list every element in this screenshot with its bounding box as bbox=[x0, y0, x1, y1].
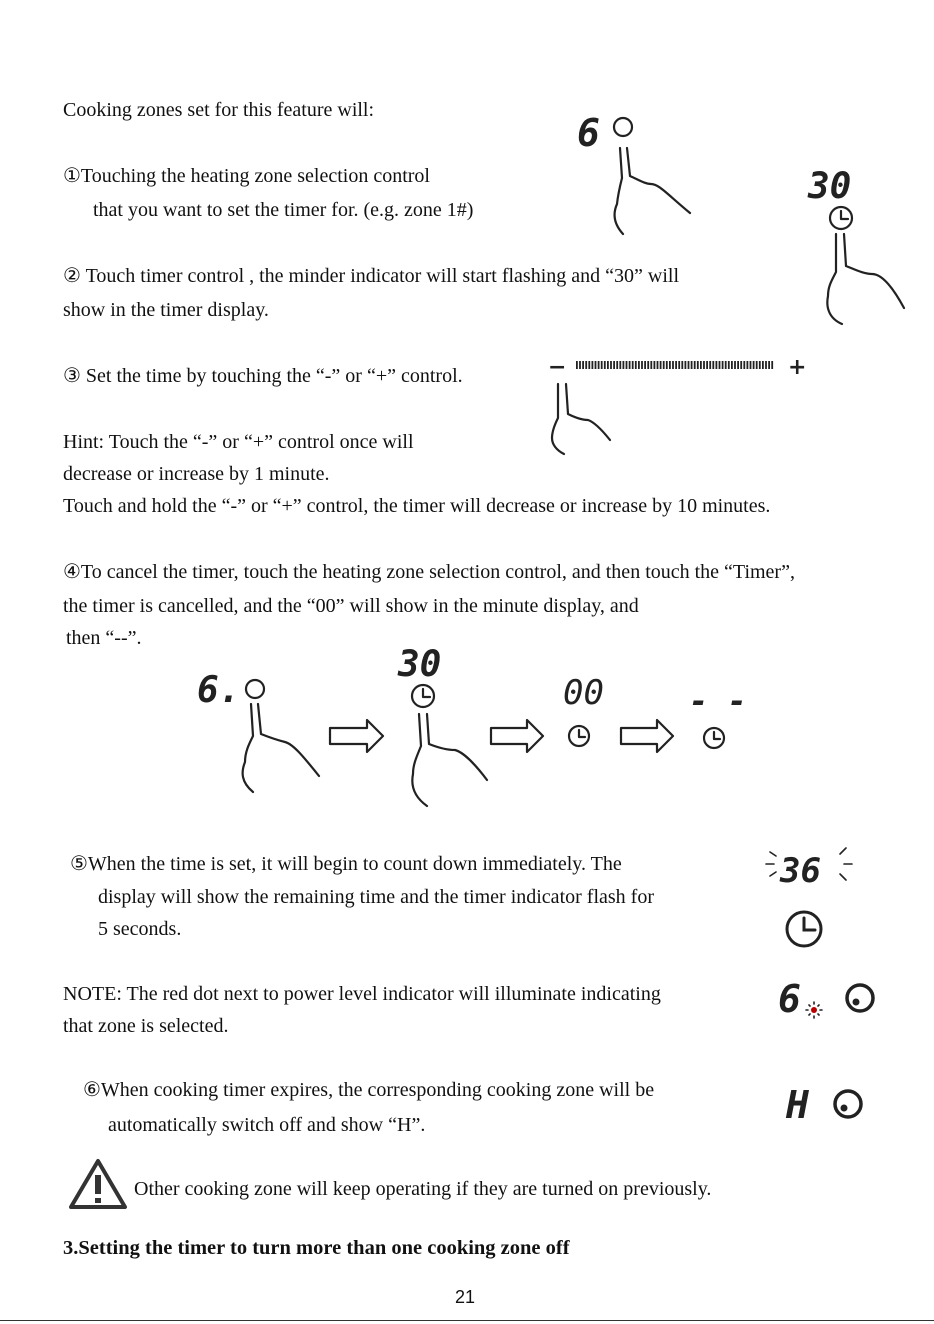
warning-text: Other cooking zone will keep operating if they are turned on previously. bbox=[134, 1178, 712, 1200]
step-3-line: ③ Set the time by touching the “-” or “+” control. bbox=[63, 365, 463, 387]
minus-control[interactable]: − bbox=[548, 355, 567, 380]
step-4-line-3: then “--”. bbox=[66, 627, 142, 649]
zone-indicator-icon bbox=[614, 118, 632, 136]
timer-clock-icon bbox=[787, 912, 821, 946]
zone-indicator-icon bbox=[847, 985, 873, 1011]
h-display: H bbox=[786, 1083, 809, 1127]
zone-level-digit: 6. bbox=[197, 670, 241, 711]
intro-text: Cooking zones set for this feature will: bbox=[63, 99, 375, 121]
note-line-1: NOTE: The red dot next to power level indicator will illuminate indicating bbox=[63, 983, 661, 1005]
slider-bar[interactable] bbox=[576, 361, 773, 369]
plus-control[interactable]: + bbox=[788, 355, 807, 380]
cancel-sequence-figure bbox=[195, 640, 755, 810]
zone-off-figure bbox=[784, 1082, 874, 1126]
zone-level-digit: 6 bbox=[778, 977, 801, 1021]
timer-36-figure bbox=[762, 842, 862, 952]
timer-clock-icon bbox=[704, 728, 724, 748]
page-number: 21 bbox=[455, 1287, 476, 1307]
pointing-hand-icon bbox=[827, 234, 904, 324]
footer-rule bbox=[0, 1320, 934, 1321]
timer-clock-icon bbox=[569, 726, 589, 746]
zone-indicator-icon bbox=[835, 1091, 861, 1117]
hint-line-3: Touch and hold the “-” or “+” control, the timer will decrease or increase by 10 minutes. bbox=[63, 495, 771, 517]
slider-figure bbox=[544, 352, 814, 462]
pointing-hand-icon bbox=[412, 714, 487, 806]
timer-display-30: 30 bbox=[808, 166, 852, 207]
timer-clock-icon bbox=[412, 685, 434, 707]
zone-select-figure bbox=[575, 108, 705, 243]
right-arrow-icon bbox=[330, 720, 383, 752]
pointing-hand-icon bbox=[243, 704, 319, 792]
section-heading: 3.Setting the timer to turn more than one cooking zone off bbox=[63, 1237, 570, 1259]
warning-triangle-icon bbox=[68, 1158, 128, 1210]
step-1-line-2: that you want to set the timer for. (e.g. zone 1#) bbox=[93, 199, 474, 221]
zone-selected-figure bbox=[776, 972, 886, 1026]
step-4-line-2: the timer is cancelled, and the “00” will show in the minute display, and bbox=[63, 595, 639, 617]
red-dot-icon bbox=[806, 1002, 822, 1018]
step-2-line-2: show in the timer display. bbox=[63, 299, 269, 321]
step-5-line-3: 5 seconds. bbox=[98, 918, 182, 940]
step-6-line-1: ⑥When cooking timer expires, the corresponding cooking zone will be bbox=[83, 1079, 655, 1101]
step-2-line-1: ② Touch timer control , the minder indicator will start flashing and “30” will bbox=[63, 265, 680, 287]
timer-clock-icon bbox=[830, 207, 852, 229]
zone-indicator-icon bbox=[246, 680, 264, 698]
right-arrow-icon bbox=[491, 720, 543, 752]
zone-level-digit: 6 bbox=[577, 111, 600, 155]
step-1-line-1: ①Touching the heating zone selection control bbox=[63, 165, 430, 187]
timer-30-figure bbox=[806, 162, 916, 332]
step-5-line-1: ⑤When the time is set, it will begin to count down immediately. The bbox=[70, 853, 622, 875]
pointing-hand-icon bbox=[615, 148, 690, 234]
step-4-line-1: ④To cancel the timer, touch the heating zone selection control, and then touch the “Timer”, bbox=[63, 561, 795, 583]
timer-display-dashes: - - bbox=[689, 682, 747, 720]
hint-line-1: Hint: Touch the “-” or “+” control once will bbox=[63, 431, 414, 453]
right-arrow-icon bbox=[621, 720, 673, 752]
hint-line-2: decrease or increase by 1 minute. bbox=[63, 463, 330, 485]
note-line-2: that zone is selected. bbox=[63, 1015, 229, 1037]
step-5-line-2: display will show the remaining time and the timer indicator flash for bbox=[98, 886, 654, 908]
timer-display-36: 36 bbox=[780, 851, 821, 891]
timer-display-30: 30 bbox=[398, 644, 442, 685]
timer-display-00: 00 bbox=[563, 673, 604, 713]
step-6-line-2: automatically switch off and show “H”. bbox=[108, 1114, 426, 1136]
pointing-hand-icon bbox=[552, 384, 610, 454]
